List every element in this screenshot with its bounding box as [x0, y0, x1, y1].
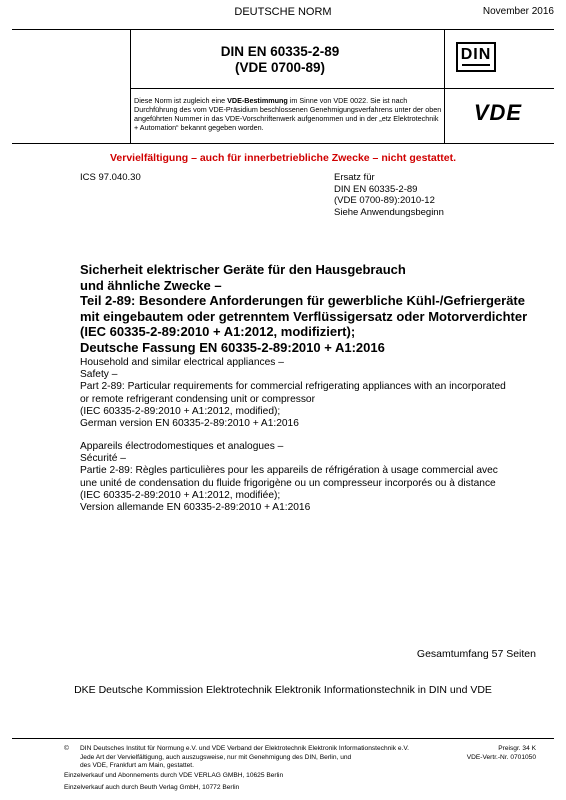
footer-rule [12, 738, 554, 739]
copyright-notice [80, 745, 420, 771]
din-logo-text: DIN [460, 46, 492, 63]
french-title-line-1: Appareils électrodomestiques et analogues – [80, 441, 284, 452]
vde-logo: VDE [473, 100, 523, 125]
title-block-divider-right [444, 29, 445, 143]
din-logo-underline [462, 64, 490, 66]
french-title-line-6: Version allemande EN 60335-2-89:2010 + A1:2016 [80, 502, 311, 514]
reproduction-warning: Vervielfältigung – auch für innerbetriebliche Zwecke – nicht gestattet. [109, 152, 456, 164]
french-title-line-2: Sécurité – [80, 453, 126, 465]
french-title [80, 441, 540, 514]
price-group: Preisgr. 34 K [498, 745, 536, 752]
title-block-middle-rule [130, 88, 554, 89]
copyright-line-2: Jede Art der Vervielfältigung, auch auszugsweise, nur mit Genehmigung des DIN, Berlin, und [80, 753, 352, 761]
vde-determination-note [134, 96, 442, 132]
french-title-line-3: Partie 2-89: Règles particulières pour les appareils de réfrigération à usage commercial avec [80, 465, 498, 477]
replacement-line-3: (VDE 0700-89):2010-12 [334, 195, 435, 206]
german-title-line-3: Teil 2-89: Besondere Anforderungen für gewerbliche Kühl-/Gefriergeräte [80, 293, 525, 309]
price-info [467, 745, 536, 762]
german-title [80, 262, 540, 356]
din-logo [456, 42, 496, 72]
german-title-line-6: Deutsche Fassung EN 60335-2-89:2010 + A1:2016 [80, 339, 385, 355]
vde-note-text-1: Diese Norm ist zugleich eine [134, 96, 228, 105]
german-title-line-4: mit eingebautem oder getrenntem Verflüssigersatz oder Motorverdichter [80, 308, 528, 324]
sales-line-1: Einzelverkauf und Abonnements durch VDE VERLAG GMBH, 10625 Berlin [64, 772, 284, 779]
sales-line-2: Einzelverkauf auch durch Beuth Verlag GmbH, 10772 Berlin [64, 784, 240, 791]
document-number: DIN EN 60335-2-89 [220, 44, 340, 59]
german-title-line-2: und ähnliche Zwecke – [80, 277, 222, 293]
german-title-line-5: (IEC 60335-2-89:2010 + A1:2012, modifiziert); [80, 324, 356, 340]
german-title-line-1: Sicherheit elektrischer Geräte für den Hausgebrauch [80, 262, 406, 277]
english-title-line-3: Part 2-89: Particular requirements for commercial refrigerating appliances with an incorporated [80, 381, 506, 393]
header-norm-label: DEUTSCHE NORM [234, 6, 332, 18]
copyright-symbol: © [64, 745, 69, 752]
vde-note-text-2: im Sinne von VDE 0022. Sie ist nach Durchführung des vom VDE-Präsidium beschlossenen Genehmigungsverfahrens unter der oben angeführten Nummer in das VDE-Vorschriftenwerk aufgenommen und in der „etz Elektrotechnik + Automation“ bekannt gegeben worden. [134, 96, 442, 132]
english-title-line-6: German version EN 60335-2-89:2010 + A1:2016 [80, 418, 299, 430]
vde-sales-number: VDE-Vertr.-Nr. 0701050 [466, 753, 536, 761]
dke-commission: DKE Deutsche Kommission Elektrotechnik Elektronik Informationstechnik in DIN und VDE [74, 684, 492, 696]
english-title [80, 357, 540, 430]
copyright-line-3: des VDE, Frankfurt am Main, gestattet. [80, 762, 194, 769]
header-date: November 2016 [482, 6, 554, 17]
english-title-line-1: Household and similar electrical appliances – [80, 357, 284, 368]
english-title-line-2: Safety – [80, 369, 118, 381]
ics-code: ICS 97.040.30 [80, 172, 141, 183]
french-title-line-5: (IEC 60335-2-89:2010 + A1:2012, modifiée); [80, 489, 281, 501]
replacement-info [334, 172, 444, 218]
copyright-line-1: DIN Deutsches Institut für Normung e.V. und VDE Verband der Elektrotechnik Elektronik Informationstechnik e.V. [80, 745, 410, 752]
french-title-line-4: une unité de condensation du fluide frigorigène ou un compresseur incorporés ou à distance [80, 477, 496, 489]
replacement-line-2: DIN EN 60335-2-89 [334, 183, 418, 195]
replacement-line-4: Siehe Anwendungsbeginn [334, 206, 444, 218]
title-block-top-rule [12, 29, 554, 30]
english-title-line-4: or remote refrigerant condensing unit or compressor [80, 393, 315, 405]
total-pages: Gesamtumfang 57 Seiten [416, 648, 536, 660]
vde-note-bold: VDE-Bestimmung [227, 96, 288, 105]
replacement-line-1: Ersatz für [334, 172, 375, 183]
vde-number: (VDE 0700-89) [234, 60, 326, 75]
title-block-bottom-rule [12, 143, 554, 144]
english-title-line-5: (IEC 60335-2-89:2010 + A1:2012, modified); [80, 405, 281, 417]
